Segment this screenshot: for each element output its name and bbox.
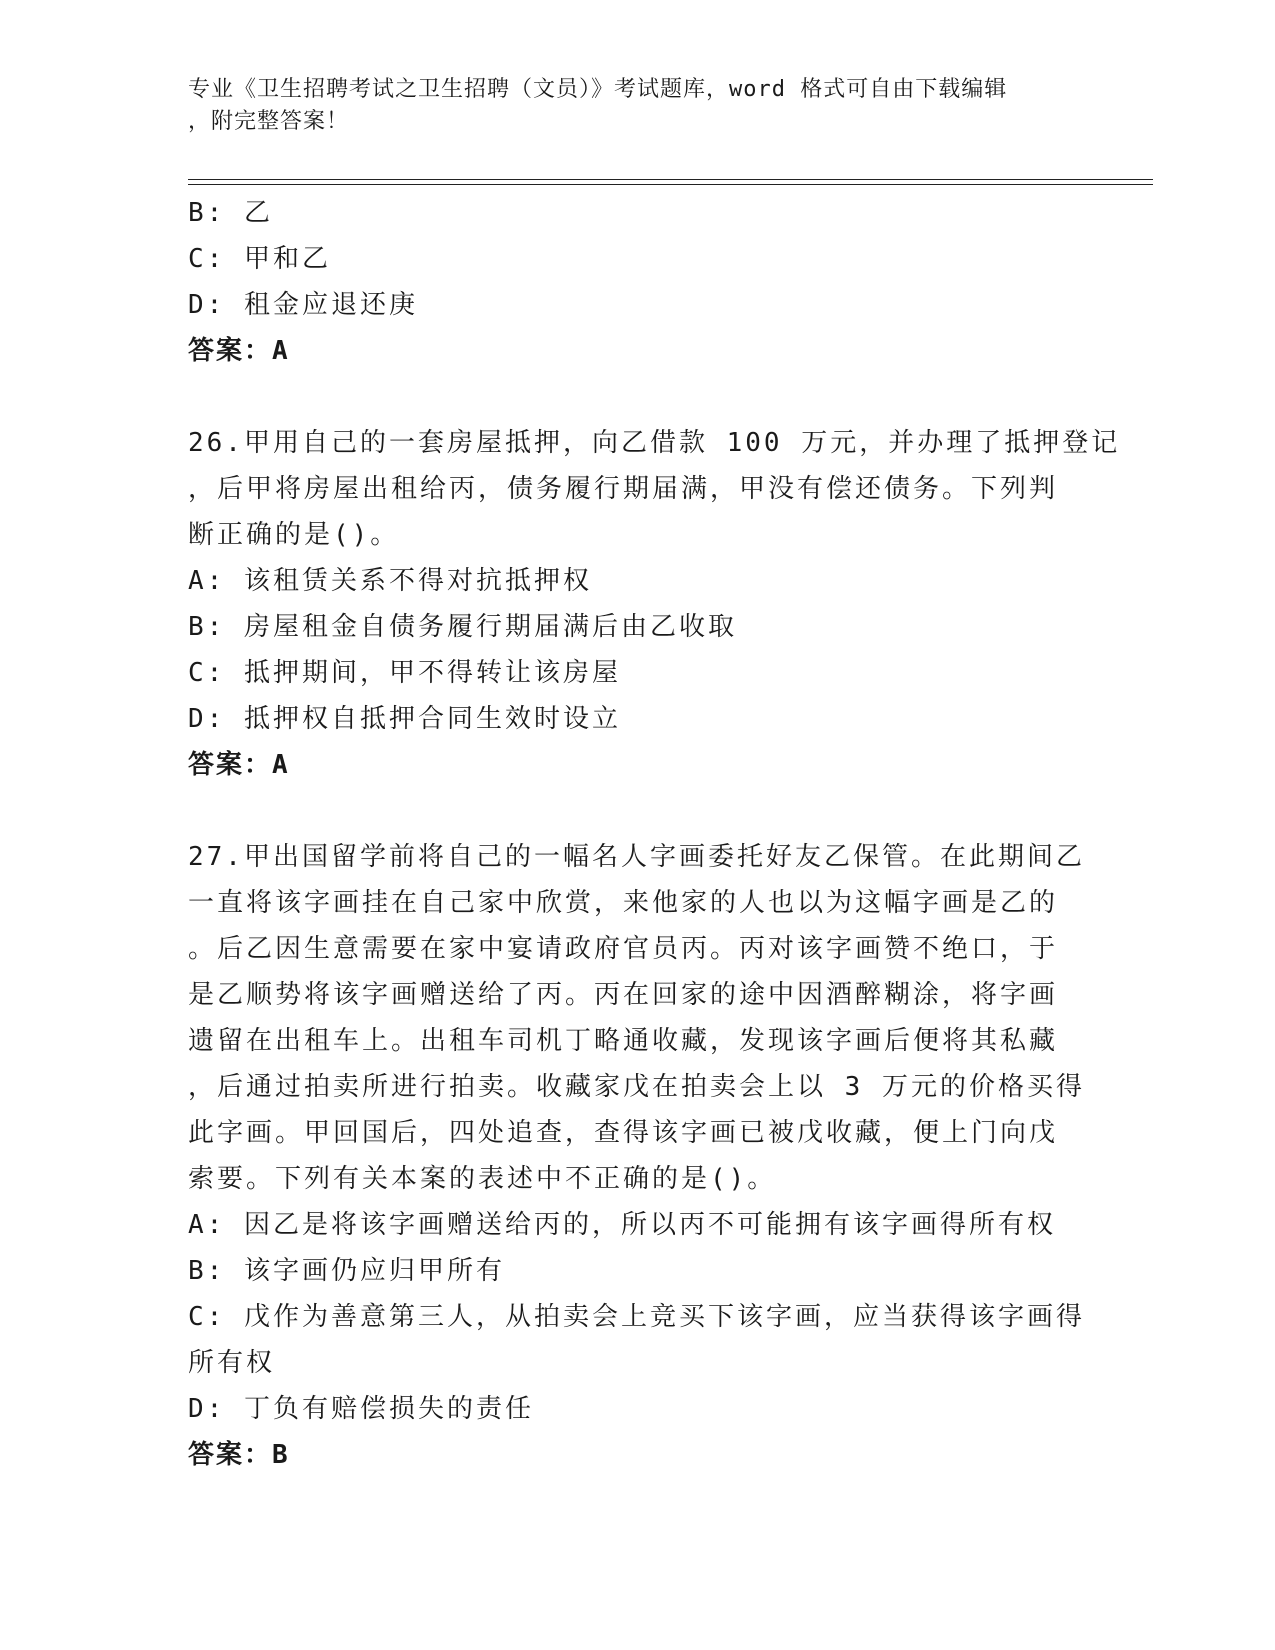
- header-divider-top: [188, 179, 1153, 180]
- question-text-line: 遗留在出租车上。出租车司机丁略通收藏，发现该字画后便将其私藏: [188, 1026, 1059, 1056]
- option-d: D: 丁负有赔偿损失的责任: [188, 1394, 534, 1424]
- header-line-1: 专业《卫生招聘考试之卫生招聘（文员）》考试题库，word 格式可自由下载编辑: [188, 77, 1008, 102]
- question-27-block: [188, 834, 1088, 1478]
- question-text-line: 断正确的是()。: [188, 520, 400, 550]
- header-line-2: ，附完整答案！: [188, 109, 350, 134]
- spacer: [188, 788, 1088, 834]
- option-a: A: 该租赁关系不得对抗抵押权: [188, 566, 592, 596]
- answer-line: 答案：A: [188, 336, 290, 366]
- question-26-block: [188, 420, 1121, 788]
- question-text-line: 。后乙因生意需要在家中宴请政府官员丙。丙对该字画赞不绝口，于: [188, 934, 1059, 964]
- option-a: A: 因乙是将该字画赠送给丙的，所以丙不可能拥有该字画得所有权: [188, 1210, 1056, 1240]
- option-b: B: 乙: [188, 198, 273, 228]
- question-content: [188, 190, 1121, 1478]
- answer-line: 答案：B: [188, 1440, 290, 1470]
- option-b: B: 房屋租金自债务履行期届满后由乙收取: [188, 612, 737, 642]
- spacer: [188, 374, 1088, 420]
- answer-line: 答案：A: [188, 750, 290, 780]
- option-d: D: 租金应退还庚: [188, 290, 418, 320]
- question-text-line: 一直将该字画挂在自己家中欣赏，来他家的人也以为这幅字画是乙的: [188, 888, 1059, 918]
- option-b: B: 该字画仍应归甲所有: [188, 1256, 505, 1286]
- option-c: C: 甲和乙: [188, 244, 331, 274]
- question-text-line: ，后甲将房屋出租给丙，债务履行期届满，甲没有偿还债务。下列判: [188, 474, 1059, 504]
- option-d: D: 抵押权自抵押合同生效时设立: [188, 704, 621, 734]
- question-text-line: 27.甲出国留学前将自己的一幅名人字画委托好友乙保管。在此期间乙: [188, 842, 1085, 872]
- option-c-continuation: 所有权: [188, 1348, 276, 1378]
- option-c: C: 抵押期间，甲不得转让该房屋: [188, 658, 621, 688]
- question-text-line: 是乙顺势将该字画赠送给了丙。丙在回家的途中因酒醉糊涂，将字画: [188, 980, 1059, 1010]
- header-divider-bottom: [188, 184, 1153, 185]
- question-text-line: ，后通过拍卖所进行拍卖。收藏家戊在拍卖会上以 3 万元的价格买得: [188, 1072, 1085, 1102]
- question-text-line: 索要。下列有关本案的表述中不正确的是()。: [188, 1164, 777, 1194]
- question-text-line: 此字画。甲回国后，四处追查，查得该字画已被戊收藏，便上门向戊: [188, 1118, 1059, 1148]
- page-header: [188, 74, 1068, 138]
- option-c: C: 戊作为善意第三人，从拍卖会上竞买下该字画，应当获得该字画得: [188, 1302, 1085, 1332]
- previous-question-block: [188, 190, 1088, 374]
- question-text-line: 26.甲用自己的一套房屋抵押，向乙借款 100 万元，并办理了抵押登记: [188, 428, 1121, 458]
